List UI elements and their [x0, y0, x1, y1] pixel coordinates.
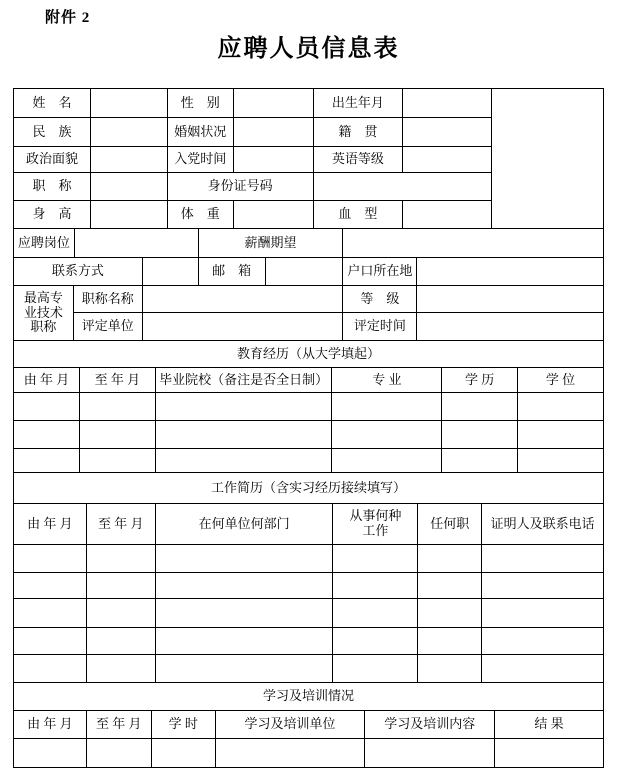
training-col-from-date: 由 年 月: [14, 711, 87, 739]
edu-col-degree-level: 学 历: [442, 368, 518, 393]
empty-cell[interactable]: [156, 449, 333, 473]
edu-col-major: 专 业: [332, 368, 442, 393]
edu-col-from-date: 由 年 月: [14, 368, 80, 393]
contact-field[interactable]: [143, 258, 199, 286]
empty-cell[interactable]: [80, 449, 156, 473]
empty-cell[interactable]: [14, 628, 87, 655]
empty-cell[interactable]: [14, 449, 80, 473]
education-section-header: 教育经历（从大学填起）: [14, 341, 604, 368]
birth-date-field[interactable]: [403, 89, 492, 118]
empty-cell[interactable]: [442, 449, 518, 473]
empty-cell[interactable]: [332, 421, 442, 449]
empty-cell[interactable]: [482, 628, 604, 655]
empty-cell[interactable]: [442, 421, 518, 449]
page-title: 应聘人员信息表: [217, 36, 400, 62]
name-label: 姓 名: [14, 89, 91, 118]
empty-cell[interactable]: [14, 599, 87, 628]
empty-cell[interactable]: [418, 545, 482, 573]
height-field[interactable]: [91, 201, 168, 229]
empty-cell[interactable]: [333, 573, 418, 599]
applicant-info-table: [13, 88, 604, 768]
position-applied-field[interactable]: [75, 229, 199, 258]
work-section-header: 工作简历（含实习经历接续填写）: [14, 473, 604, 504]
rating-unit-field[interactable]: [143, 313, 344, 341]
empty-cell[interactable]: [418, 628, 482, 655]
work-empty-row: [14, 655, 604, 683]
empty-cell[interactable]: [418, 599, 482, 628]
work-section-header-row: [14, 473, 604, 504]
empty-cell[interactable]: [156, 393, 333, 421]
work-empty-row: [14, 599, 604, 628]
training-section-header-row: [14, 683, 604, 711]
empty-cell[interactable]: [156, 655, 334, 683]
table-row: [14, 258, 604, 286]
education-empty-row: [14, 393, 604, 421]
empty-cell[interactable]: [87, 739, 152, 768]
work-col-reference-phone: 证明人及联系电话: [482, 504, 604, 545]
rating-time-field[interactable]: [417, 313, 604, 341]
empty-cell[interactable]: [333, 628, 418, 655]
empty-cell[interactable]: [518, 393, 604, 421]
empty-cell[interactable]: [518, 421, 604, 449]
highest-title-block: [14, 286, 604, 341]
empty-cell[interactable]: [87, 545, 156, 573]
title-name-field[interactable]: [143, 286, 344, 313]
work-col-work-type: 从事何种工作: [333, 504, 418, 545]
education-empty-row: [14, 449, 604, 473]
birth-date-label: 出生年月: [314, 89, 404, 118]
marital-status-label: 婚姻状况: [168, 118, 234, 147]
contact-label: 联系方式: [14, 258, 143, 286]
work-col-to-date: 至 年 月: [87, 504, 156, 545]
education-section-header-row: [14, 341, 604, 368]
table-row: [14, 118, 492, 147]
english-level-field[interactable]: [403, 147, 492, 173]
political-status-label: 政治面貌: [14, 147, 91, 173]
job-title-field[interactable]: [91, 173, 168, 201]
empty-cell[interactable]: [495, 739, 604, 768]
top-block: [14, 89, 604, 229]
empty-cell[interactable]: [418, 655, 482, 683]
empty-cell[interactable]: [87, 599, 156, 628]
empty-cell[interactable]: [80, 421, 156, 449]
empty-cell[interactable]: [87, 655, 156, 683]
empty-cell[interactable]: [482, 599, 604, 628]
work-column-header-row: [14, 504, 604, 545]
title-grade-field[interactable]: [417, 286, 604, 313]
work-empty-row: [14, 573, 604, 599]
salary-expectation-field[interactable]: [343, 229, 604, 258]
work-empty-row: [14, 628, 604, 655]
empty-cell[interactable]: [14, 655, 87, 683]
id-number-field[interactable]: [314, 173, 493, 201]
rating-unit-label: 评定单位: [74, 313, 143, 341]
gender-field[interactable]: [234, 89, 314, 118]
table-row: [14, 201, 492, 229]
education-empty-row: [14, 421, 604, 449]
empty-cell[interactable]: [156, 421, 333, 449]
blood-type-field[interactable]: [403, 201, 492, 229]
empty-cell[interactable]: [365, 739, 495, 768]
training-col-hours: 学 时: [152, 711, 216, 739]
training-col-to-date: 至 年 月: [87, 711, 152, 739]
table-row: [14, 229, 604, 258]
height-label: 身 高: [14, 201, 91, 229]
empty-cell[interactable]: [156, 545, 334, 573]
work-col-unit-dept: 在何单位何部门: [156, 504, 334, 545]
empty-cell[interactable]: [80, 393, 156, 421]
gender-label: 性 别: [168, 89, 234, 118]
ethnicity-field[interactable]: [91, 118, 168, 147]
training-section-header: 学习及培训情况: [14, 683, 604, 711]
email-label: 邮 箱: [199, 258, 266, 286]
native-place-field[interactable]: [403, 118, 492, 147]
job-title-label: 职 称: [14, 173, 91, 201]
table-row: [14, 89, 492, 118]
edu-col-degree: 学 位: [518, 368, 604, 393]
work-col-position-held: 任何职: [418, 504, 482, 545]
edu-col-school: 毕业院校（备注是否全日制）: [156, 368, 333, 393]
table-row: [74, 286, 604, 313]
highest-title-label: 最高专业技术职称: [14, 286, 74, 341]
empty-cell[interactable]: [482, 655, 604, 683]
table-row: [14, 173, 492, 201]
weight-label: 体 重: [168, 201, 234, 229]
empty-cell[interactable]: [333, 655, 418, 683]
empty-cell[interactable]: [518, 449, 604, 473]
english-level-label: 英语等级: [314, 147, 404, 173]
household-location-label: 户口所在地: [343, 258, 417, 286]
blood-type-label: 血 型: [314, 201, 404, 229]
work-empty-row: [14, 545, 604, 573]
empty-cell[interactable]: [442, 393, 518, 421]
empty-cell[interactable]: [332, 393, 442, 421]
position-applied-label: 应聘岗位: [14, 229, 75, 258]
table-row: [74, 313, 604, 341]
id-number-label: 身份证号码: [168, 173, 314, 201]
table-row: [14, 147, 492, 173]
empty-cell[interactable]: [14, 421, 80, 449]
weight-field[interactable]: [234, 201, 314, 229]
marital-status-field[interactable]: [234, 118, 314, 147]
empty-cell[interactable]: [14, 545, 87, 573]
training-col-result: 结 果: [495, 711, 604, 739]
empty-cell[interactable]: [14, 739, 87, 768]
training-col-unit: 学习及培训单位: [216, 711, 366, 739]
party-join-time-field[interactable]: [234, 147, 314, 173]
training-column-header-row: [14, 711, 604, 739]
empty-cell[interactable]: [482, 573, 604, 599]
empty-cell[interactable]: [156, 599, 334, 628]
empty-cell[interactable]: [14, 393, 80, 421]
empty-cell[interactable]: [14, 573, 87, 599]
empty-cell[interactable]: [152, 739, 216, 768]
empty-cell[interactable]: [87, 628, 156, 655]
title-grade-label: 等 级: [343, 286, 417, 313]
empty-cell[interactable]: [156, 573, 334, 599]
empty-cell[interactable]: [333, 599, 418, 628]
work-col-from-date: 由 年 月: [14, 504, 87, 545]
party-join-time-label: 入党时间: [168, 147, 234, 173]
empty-cell[interactable]: [418, 573, 482, 599]
title-name-label: 职称名称: [74, 286, 143, 313]
empty-cell[interactable]: [482, 545, 604, 573]
edu-col-to-date: 至 年 月: [80, 368, 156, 393]
empty-cell[interactable]: [332, 449, 442, 473]
education-column-header-row: [14, 368, 604, 393]
training-col-content: 学习及培训内容: [365, 711, 495, 739]
email-field[interactable]: [266, 258, 344, 286]
name-field[interactable]: [91, 89, 168, 118]
empty-cell[interactable]: [87, 573, 156, 599]
ethnicity-label: 民 族: [14, 118, 91, 147]
training-empty-row: [14, 739, 604, 768]
native-place-label: 籍 贯: [314, 118, 404, 147]
empty-cell[interactable]: [156, 628, 334, 655]
rating-time-label: 评定时间: [343, 313, 417, 341]
attachment-label: 附件 2: [45, 10, 91, 26]
political-status-field[interactable]: [91, 147, 168, 173]
household-location-field[interactable]: [417, 258, 604, 286]
empty-cell[interactable]: [216, 739, 366, 768]
photo-cell[interactable]: [492, 89, 604, 229]
salary-expectation-label: 薪酬期望: [199, 229, 344, 258]
empty-cell[interactable]: [333, 545, 418, 573]
